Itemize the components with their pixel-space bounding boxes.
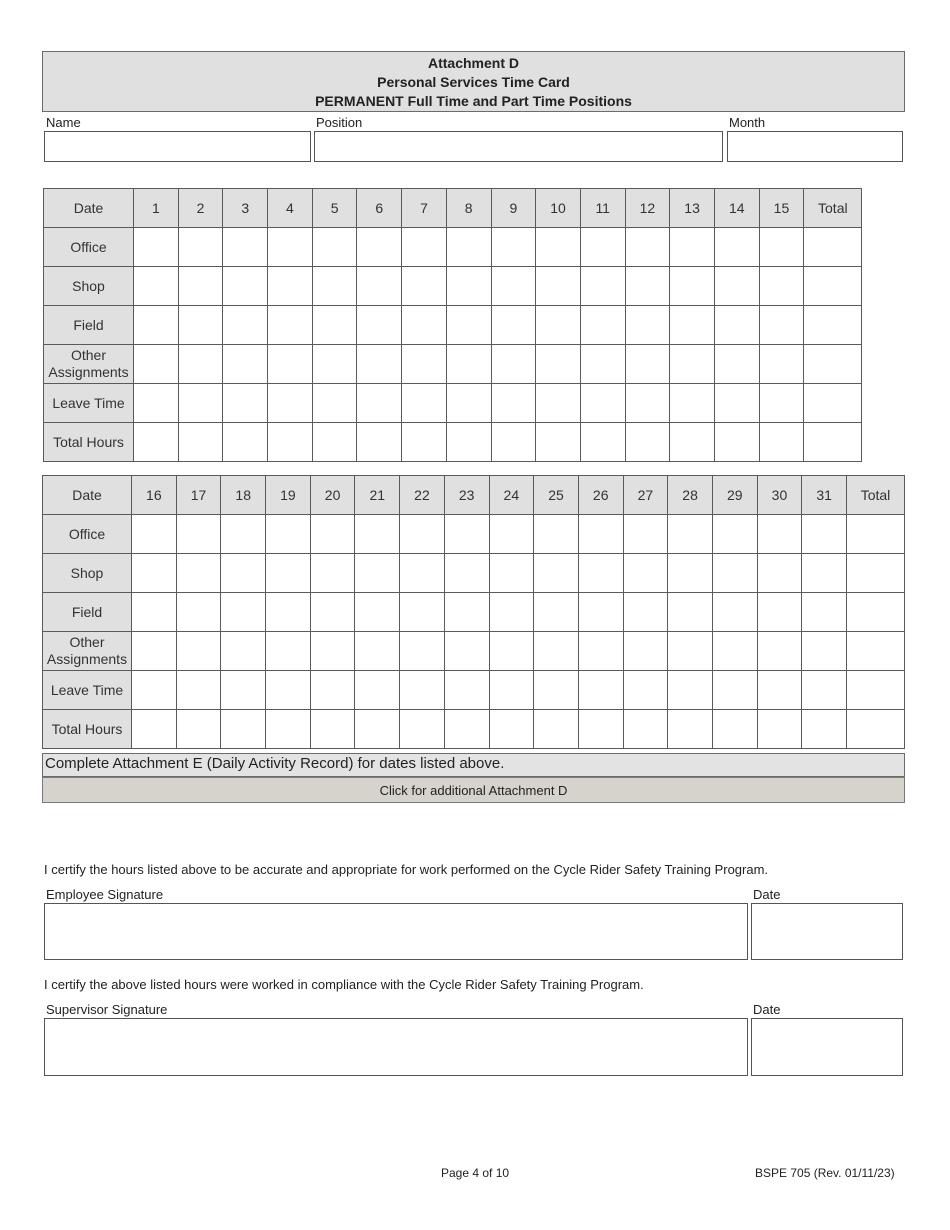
hours-entry-cell[interactable]	[176, 710, 221, 749]
day-column-header: 10	[536, 189, 581, 228]
table-row	[44, 228, 862, 267]
hours-entry-cell[interactable]	[712, 710, 757, 749]
hours-entry-cell[interactable]	[534, 632, 579, 671]
hours-entry-cell[interactable]	[712, 593, 757, 632]
row-label: Leave Time	[44, 384, 134, 423]
hours-entry-cell[interactable]	[759, 228, 804, 267]
hours-entry-cell[interactable]	[357, 423, 402, 462]
hours-entry-cell[interactable]	[712, 632, 757, 671]
hours-entry-cell[interactable]	[625, 228, 670, 267]
hours-entry-cell[interactable]	[268, 306, 313, 345]
form-title-block	[42, 51, 905, 112]
hours-entry-cell[interactable]	[312, 345, 357, 384]
hours-entry-cell[interactable]	[176, 632, 221, 671]
day-column-header: 28	[668, 476, 713, 515]
hours-entry-cell[interactable]	[802, 632, 847, 671]
hours-entry-cell[interactable]	[625, 267, 670, 306]
hours-entry-cell[interactable]	[757, 593, 802, 632]
hours-entry-cell[interactable]	[757, 671, 802, 710]
hours-entry-cell[interactable]	[266, 632, 311, 671]
hours-entry-cell[interactable]	[178, 228, 223, 267]
hours-entry-cell[interactable]	[400, 593, 445, 632]
hours-entry-cell[interactable]	[357, 228, 402, 267]
hours-entry-cell[interactable]	[534, 515, 579, 554]
hours-entry-cell[interactable]	[714, 423, 759, 462]
hours-entry-cell[interactable]	[757, 710, 802, 749]
hours-entry-cell[interactable]	[310, 554, 355, 593]
hours-entry-cell[interactable]	[802, 593, 847, 632]
hours-entry-cell[interactable]	[221, 632, 266, 671]
row-label: Office	[43, 515, 132, 554]
hours-entry-cell[interactable]	[489, 710, 534, 749]
hours-entry-cell[interactable]	[670, 228, 715, 267]
hours-entry-cell[interactable]	[714, 384, 759, 423]
hours-entry-cell[interactable]	[444, 710, 489, 749]
hours-entry-cell[interactable]	[223, 423, 268, 462]
hours-entry-cell[interactable]	[491, 384, 536, 423]
hours-entry-cell[interactable]	[266, 554, 311, 593]
day-column-header: 20	[310, 476, 355, 515]
hours-entry-cell[interactable]	[802, 515, 847, 554]
hours-entry-cell[interactable]	[578, 632, 623, 671]
page-number: Page 4 of 10	[441, 1166, 510, 1180]
row-label: Other Assignments	[44, 345, 134, 384]
hours-entry-cell[interactable]	[536, 267, 581, 306]
hours-entry-cell[interactable]	[578, 671, 623, 710]
hours-entry-cell[interactable]	[446, 267, 491, 306]
row-label: Field	[43, 593, 132, 632]
hours-entry-cell[interactable]	[489, 671, 534, 710]
hours-entry-cell[interactable]	[668, 593, 713, 632]
hours-entry-cell[interactable]	[714, 267, 759, 306]
hours-entry-cell[interactable]	[310, 710, 355, 749]
hours-entry-cell[interactable]	[444, 632, 489, 671]
hours-entry-cell[interactable]	[578, 515, 623, 554]
hours-entry-cell[interactable]	[625, 345, 670, 384]
form-title-attachment: Attachment D	[427, 55, 519, 71]
hours-entry-cell[interactable]	[578, 593, 623, 632]
table-row	[43, 554, 905, 593]
hours-entry-cell[interactable]	[625, 306, 670, 345]
day-column-header: 30	[757, 476, 802, 515]
hours-entry-cell[interactable]	[355, 632, 400, 671]
additional-attachment-button[interactable]: Click for additional Attachment D	[42, 777, 905, 803]
hours-entry-cell[interactable]	[580, 345, 625, 384]
hours-entry-cell[interactable]	[491, 228, 536, 267]
hours-entry-cell[interactable]	[446, 345, 491, 384]
hours-entry-cell[interactable]	[357, 384, 402, 423]
hours-entry-cell[interactable]	[444, 593, 489, 632]
hours-entry-cell[interactable]	[714, 306, 759, 345]
time-table-days-1-15	[43, 188, 862, 462]
hours-entry-cell[interactable]	[132, 515, 177, 554]
hours-entry-cell[interactable]	[757, 554, 802, 593]
day-column-header: 2	[178, 189, 223, 228]
hours-entry-cell[interactable]	[223, 267, 268, 306]
hours-entry-cell[interactable]	[357, 345, 402, 384]
hours-entry-cell[interactable]	[178, 423, 223, 462]
hours-entry-cell[interactable]	[580, 384, 625, 423]
position-field[interactable]	[314, 131, 723, 162]
hours-entry-cell[interactable]	[444, 671, 489, 710]
hours-entry-cell[interactable]	[223, 345, 268, 384]
hours-entry-cell[interactable]	[176, 554, 221, 593]
day-column-header: 16	[132, 476, 177, 515]
hours-entry-cell[interactable]	[402, 345, 447, 384]
row-label: Other Assignments	[43, 632, 132, 671]
row-label: Shop	[44, 267, 134, 306]
day-column-header: 24	[489, 476, 534, 515]
hours-entry-cell[interactable]	[221, 710, 266, 749]
hours-entry-cell[interactable]	[134, 306, 179, 345]
hours-entry-cell[interactable]	[176, 593, 221, 632]
hours-entry-cell[interactable]	[400, 554, 445, 593]
day-column-header: 29	[712, 476, 757, 515]
day-column-header: 19	[266, 476, 311, 515]
hours-entry-cell[interactable]	[268, 267, 313, 306]
day-column-header: 27	[623, 476, 668, 515]
hours-entry-cell[interactable]	[491, 306, 536, 345]
employee-date-label: Date	[753, 887, 781, 902]
hours-entry-cell[interactable]	[134, 384, 179, 423]
hours-entry-cell[interactable]	[400, 632, 445, 671]
hours-entry-cell[interactable]	[580, 423, 625, 462]
hours-entry-cell[interactable]	[176, 671, 221, 710]
employee-signature-label: Employee Signature	[46, 887, 164, 902]
table-row	[43, 671, 905, 710]
hours-entry-cell[interactable]	[534, 710, 579, 749]
hours-entry-cell[interactable]	[310, 671, 355, 710]
hours-entry-cell[interactable]	[446, 228, 491, 267]
day-column-header: 11	[580, 189, 625, 228]
hours-entry-cell[interactable]	[310, 632, 355, 671]
hours-entry-cell[interactable]	[580, 228, 625, 267]
supervisor-certification-text: I certify the above listed hours were worked in compliance with the Cycle Rider Safety Training Program.	[44, 977, 644, 992]
hours-entry-cell[interactable]	[712, 515, 757, 554]
hours-entry-cell[interactable]	[178, 306, 223, 345]
hours-entry-cell[interactable]	[355, 554, 400, 593]
hours-entry-cell[interactable]	[132, 554, 177, 593]
name-field[interactable]	[44, 131, 311, 162]
hours-entry-cell[interactable]	[714, 345, 759, 384]
hours-entry-cell[interactable]	[623, 671, 668, 710]
total-hours-cell[interactable]	[804, 228, 862, 267]
hours-entry-cell[interactable]	[759, 423, 804, 462]
total-hours-cell[interactable]	[804, 423, 862, 462]
hours-entry-cell[interactable]	[134, 267, 179, 306]
day-column-header: 14	[714, 189, 759, 228]
table-row	[44, 345, 862, 384]
day-column-header: 8	[446, 189, 491, 228]
day-column-header: 9	[491, 189, 536, 228]
hours-entry-cell[interactable]	[668, 671, 713, 710]
hours-entry-cell[interactable]	[268, 423, 313, 462]
hours-entry-cell[interactable]	[536, 228, 581, 267]
hours-entry-cell[interactable]	[132, 593, 177, 632]
day-column-header: 12	[625, 189, 670, 228]
supervisor-signature-field[interactable]	[44, 1018, 748, 1076]
hours-entry-cell[interactable]	[400, 515, 445, 554]
row-label: Shop	[43, 554, 132, 593]
form-id: BSPE 705 (Rev. 01/11/23)	[755, 1166, 895, 1180]
hours-entry-cell[interactable]	[489, 554, 534, 593]
hours-entry-cell[interactable]	[268, 345, 313, 384]
hours-entry-cell[interactable]	[802, 671, 847, 710]
hours-entry-cell[interactable]	[759, 306, 804, 345]
hours-entry-cell[interactable]	[670, 423, 715, 462]
hours-entry-cell[interactable]	[223, 228, 268, 267]
day-column-header: 1	[134, 189, 179, 228]
hours-entry-cell[interactable]	[312, 384, 357, 423]
form-title-name: Personal Services Time Card	[377, 74, 570, 90]
table-row	[44, 423, 862, 462]
day-column-header: 7	[402, 189, 447, 228]
hours-entry-cell[interactable]	[357, 306, 402, 345]
hours-entry-cell[interactable]	[355, 593, 400, 632]
employee-certification-text: I certify the hours listed above to be accurate and appropriate for work performed on the Cycle Rider Safety Training Program.	[44, 862, 769, 877]
day-column-header: 6	[357, 189, 402, 228]
hours-entry-cell[interactable]	[312, 423, 357, 462]
day-column-header: 17	[176, 476, 221, 515]
row-label: Field	[44, 306, 134, 345]
day-column-header: 18	[221, 476, 266, 515]
hours-entry-cell[interactable]	[534, 554, 579, 593]
hours-entry-cell[interactable]	[355, 515, 400, 554]
hours-entry-cell[interactable]	[670, 345, 715, 384]
day-column-header: 23	[444, 476, 489, 515]
hours-entry-cell[interactable]	[266, 671, 311, 710]
hours-entry-cell[interactable]	[714, 228, 759, 267]
hours-entry-cell[interactable]	[221, 671, 266, 710]
hours-entry-cell[interactable]	[491, 345, 536, 384]
day-column-header: 21	[355, 476, 400, 515]
day-column-header: 26	[578, 476, 623, 515]
hours-entry-cell[interactable]	[402, 306, 447, 345]
hours-entry-cell[interactable]	[355, 671, 400, 710]
total-hours-cell[interactable]	[847, 515, 905, 554]
table-row	[44, 306, 862, 345]
table-row	[44, 384, 862, 423]
day-column-header: 25	[534, 476, 579, 515]
table-row	[43, 710, 905, 749]
hours-entry-cell[interactable]	[489, 515, 534, 554]
hours-entry-cell[interactable]	[623, 632, 668, 671]
hours-entry-cell[interactable]	[759, 345, 804, 384]
hours-entry-cell[interactable]	[623, 554, 668, 593]
hours-entry-cell[interactable]	[176, 515, 221, 554]
total-hours-cell[interactable]	[847, 593, 905, 632]
hours-entry-cell[interactable]	[668, 515, 713, 554]
hours-entry-cell[interactable]	[132, 632, 177, 671]
supervisor-date-label: Date	[753, 1002, 781, 1017]
date-column-header: Date	[44, 189, 134, 228]
hours-entry-cell[interactable]	[623, 515, 668, 554]
hours-entry-cell[interactable]	[444, 515, 489, 554]
hours-entry-cell[interactable]	[446, 423, 491, 462]
hours-entry-cell[interactable]	[268, 228, 313, 267]
hours-entry-cell[interactable]	[178, 345, 223, 384]
employee-signature-field[interactable]	[44, 903, 748, 960]
hours-entry-cell[interactable]	[221, 593, 266, 632]
table-header-row	[44, 189, 862, 228]
hours-entry-cell[interactable]	[312, 306, 357, 345]
total-hours-cell[interactable]	[804, 345, 862, 384]
hours-entry-cell[interactable]	[668, 710, 713, 749]
hours-entry-cell[interactable]	[402, 423, 447, 462]
total-hours-cell[interactable]	[847, 632, 905, 671]
hours-entry-cell[interactable]	[578, 710, 623, 749]
name-label: Name	[46, 115, 81, 130]
total-hours-cell[interactable]	[804, 306, 862, 345]
hours-entry-cell[interactable]	[310, 593, 355, 632]
hours-entry-cell[interactable]	[536, 306, 581, 345]
hours-entry-cell[interactable]	[491, 423, 536, 462]
total-hours-cell[interactable]	[847, 554, 905, 593]
hours-entry-cell[interactable]	[444, 554, 489, 593]
row-label: Total Hours	[44, 423, 134, 462]
hours-entry-cell[interactable]	[578, 554, 623, 593]
hours-entry-cell[interactable]	[446, 384, 491, 423]
hours-entry-cell[interactable]	[134, 345, 179, 384]
day-column-header: 31	[802, 476, 847, 515]
hours-entry-cell[interactable]	[310, 515, 355, 554]
row-label: Leave Time	[43, 671, 132, 710]
hours-entry-cell[interactable]	[355, 710, 400, 749]
day-column-header: 3	[223, 189, 268, 228]
hours-entry-cell[interactable]	[400, 710, 445, 749]
table-row	[44, 267, 862, 306]
hours-entry-cell[interactable]	[134, 228, 179, 267]
hours-entry-cell[interactable]	[534, 593, 579, 632]
day-column-header: 5	[312, 189, 357, 228]
form-title-positions: PERMANENT Full Time and Part Time Positions	[315, 93, 632, 109]
hours-entry-cell[interactable]	[670, 306, 715, 345]
hours-entry-cell[interactable]	[625, 384, 670, 423]
supervisor-signature-label: Supervisor Signature	[46, 1002, 168, 1017]
hours-entry-cell[interactable]	[491, 267, 536, 306]
hours-entry-cell[interactable]	[489, 632, 534, 671]
hours-entry-cell[interactable]	[668, 554, 713, 593]
hours-entry-cell[interactable]	[757, 515, 802, 554]
hours-entry-cell[interactable]	[221, 515, 266, 554]
table-header-row	[43, 476, 905, 515]
hours-entry-cell[interactable]	[625, 423, 670, 462]
hours-entry-cell[interactable]	[580, 267, 625, 306]
hours-entry-cell[interactable]	[357, 267, 402, 306]
hours-entry-cell[interactable]	[446, 306, 491, 345]
position-label: Position	[316, 115, 363, 130]
hours-entry-cell[interactable]	[132, 671, 177, 710]
attachment-e-note: Complete Attachment E (Daily Activity Record) for dates listed above.	[42, 753, 905, 777]
total-hours-cell[interactable]	[804, 384, 862, 423]
hours-entry-cell[interactable]	[266, 515, 311, 554]
hours-entry-cell[interactable]	[134, 423, 179, 462]
day-column-header: 4	[268, 189, 313, 228]
hours-entry-cell[interactable]	[268, 384, 313, 423]
row-label: Total Hours	[43, 710, 132, 749]
hours-entry-cell[interactable]	[489, 593, 534, 632]
total-column-header: Total	[804, 189, 862, 228]
hours-entry-cell[interactable]	[536, 384, 581, 423]
table-row	[43, 593, 905, 632]
table-row	[43, 515, 905, 554]
hours-entry-cell[interactable]	[802, 710, 847, 749]
time-table-days-16-31	[42, 475, 905, 749]
hours-entry-cell[interactable]	[178, 267, 223, 306]
employee-date-field[interactable]	[751, 903, 903, 960]
hours-entry-cell[interactable]	[536, 423, 581, 462]
hours-entry-cell[interactable]	[623, 593, 668, 632]
date-column-header: Date	[43, 476, 132, 515]
hours-entry-cell[interactable]	[178, 384, 223, 423]
hours-entry-cell[interactable]	[312, 228, 357, 267]
hours-entry-cell[interactable]	[221, 554, 266, 593]
hours-entry-cell[interactable]	[402, 228, 447, 267]
hours-entry-cell[interactable]	[534, 671, 579, 710]
hours-entry-cell[interactable]	[712, 671, 757, 710]
hours-entry-cell[interactable]	[757, 632, 802, 671]
table-row	[43, 632, 905, 671]
total-hours-cell[interactable]	[847, 671, 905, 710]
hours-entry-cell[interactable]	[759, 384, 804, 423]
month-label: Month	[729, 115, 766, 130]
hours-entry-cell[interactable]	[670, 384, 715, 423]
total-hours-cell[interactable]	[804, 267, 862, 306]
hours-entry-cell[interactable]	[759, 267, 804, 306]
hours-entry-cell[interactable]	[400, 671, 445, 710]
hours-entry-cell[interactable]	[223, 306, 268, 345]
month-field[interactable]	[727, 131, 903, 162]
hours-entry-cell[interactable]	[536, 345, 581, 384]
day-column-header: 15	[759, 189, 804, 228]
row-label: Office	[44, 228, 134, 267]
hours-entry-cell[interactable]	[623, 710, 668, 749]
hours-entry-cell[interactable]	[802, 554, 847, 593]
hours-entry-cell[interactable]	[312, 267, 357, 306]
hours-entry-cell[interactable]	[668, 632, 713, 671]
hours-entry-cell[interactable]	[670, 267, 715, 306]
hours-entry-cell[interactable]	[266, 710, 311, 749]
day-column-header: 22	[400, 476, 445, 515]
supervisor-date-field[interactable]	[751, 1018, 903, 1076]
hours-entry-cell[interactable]	[402, 267, 447, 306]
day-column-header: 13	[670, 189, 715, 228]
total-hours-cell[interactable]	[847, 710, 905, 749]
hours-entry-cell[interactable]	[223, 384, 268, 423]
hours-entry-cell[interactable]	[712, 554, 757, 593]
hours-entry-cell[interactable]	[266, 593, 311, 632]
total-column-header: Total	[847, 476, 905, 515]
hours-entry-cell[interactable]	[402, 384, 447, 423]
hours-entry-cell[interactable]	[132, 710, 177, 749]
hours-entry-cell[interactable]	[580, 306, 625, 345]
